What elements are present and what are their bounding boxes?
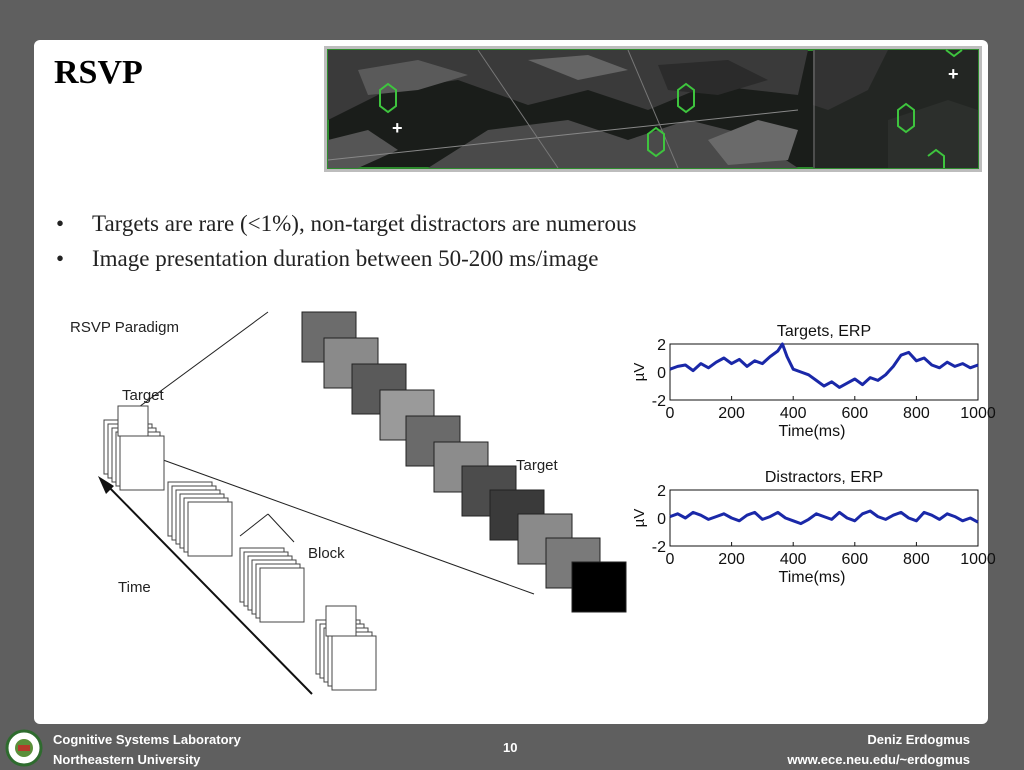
x-tick-label: 0	[665, 551, 675, 568]
diagram-target-label: Target	[122, 387, 164, 404]
satellite-image	[324, 46, 982, 172]
bullet-item: • Image presentation duration between 50-200 ms/image	[56, 246, 599, 271]
x-tick-label: 200	[718, 405, 745, 422]
bullet-text: Image presentation duration between 50-200 ms/image	[92, 246, 599, 271]
footer-url: www.ece.neu.edu/~erdogmus	[787, 752, 970, 767]
slide-title: RSVP	[54, 54, 143, 91]
series-line	[670, 344, 978, 387]
y-axis-label: µV	[631, 362, 648, 382]
bullet-list	[56, 206, 636, 276]
satellite-image-graphic	[328, 50, 978, 168]
diagram-target-label-right: Target	[516, 457, 558, 474]
x-tick-label: 600	[841, 551, 869, 568]
diagram-time-label: Time	[118, 579, 151, 596]
bullet-item: • Targets are rare (<1%), non-target distractors are numerous	[56, 211, 637, 236]
y-tick-label: 0	[657, 511, 666, 528]
erp-charts	[604, 316, 996, 616]
image-sequence	[302, 312, 626, 612]
chart-title: Distractors, ERP	[764, 469, 884, 486]
x-axis-label: Time(ms)	[778, 423, 846, 440]
marker-plus-2: +	[948, 64, 959, 84]
university-seal-icon	[4, 729, 44, 767]
x-tick-label: 400	[779, 551, 807, 568]
x-tick-label: 600	[841, 405, 869, 422]
x-tick-label: 1000	[960, 405, 996, 422]
diagram-block-label: Block	[308, 545, 345, 562]
x-tick-label: 800	[903, 551, 930, 568]
page-number: 10	[503, 740, 518, 755]
y-tick-label: 2	[657, 337, 666, 354]
x-tick-label: 0	[665, 405, 675, 422]
series-line	[670, 511, 978, 524]
x-tick-label: 1000	[960, 551, 996, 568]
bullet-text: Targets are rare (<1%), non-target distractors are numerous	[92, 211, 637, 236]
footer-author: Deniz Erdogmus	[867, 732, 970, 747]
x-tick-label: 800	[903, 405, 930, 422]
rsvp-paradigm-diagram	[64, 302, 604, 702]
x-axis-label: Time(ms)	[778, 569, 846, 586]
marker-plus-1: +	[392, 118, 403, 138]
y-axis-label: µV	[631, 508, 648, 528]
plot-area	[670, 344, 978, 400]
x-tick-label: 200	[718, 551, 745, 568]
y-tick-label: 0	[657, 365, 666, 382]
y-tick-label: -2	[651, 393, 666, 410]
y-tick-label: 2	[657, 483, 666, 500]
y-tick-label: -2	[651, 539, 666, 556]
chart-title: Targets, ERP	[776, 323, 872, 340]
card-stack	[240, 548, 304, 622]
footer-university: Northeastern University	[53, 752, 201, 767]
card-stack	[168, 482, 232, 556]
card-stack	[104, 406, 164, 490]
x-tick-label: 400	[779, 405, 807, 422]
diagram-title: RSVP Paradigm	[70, 319, 179, 336]
footer	[0, 728, 1024, 768]
card-stack	[316, 606, 376, 690]
footer-lab: Cognitive Systems Laboratory	[53, 732, 241, 747]
slide	[34, 40, 996, 724]
